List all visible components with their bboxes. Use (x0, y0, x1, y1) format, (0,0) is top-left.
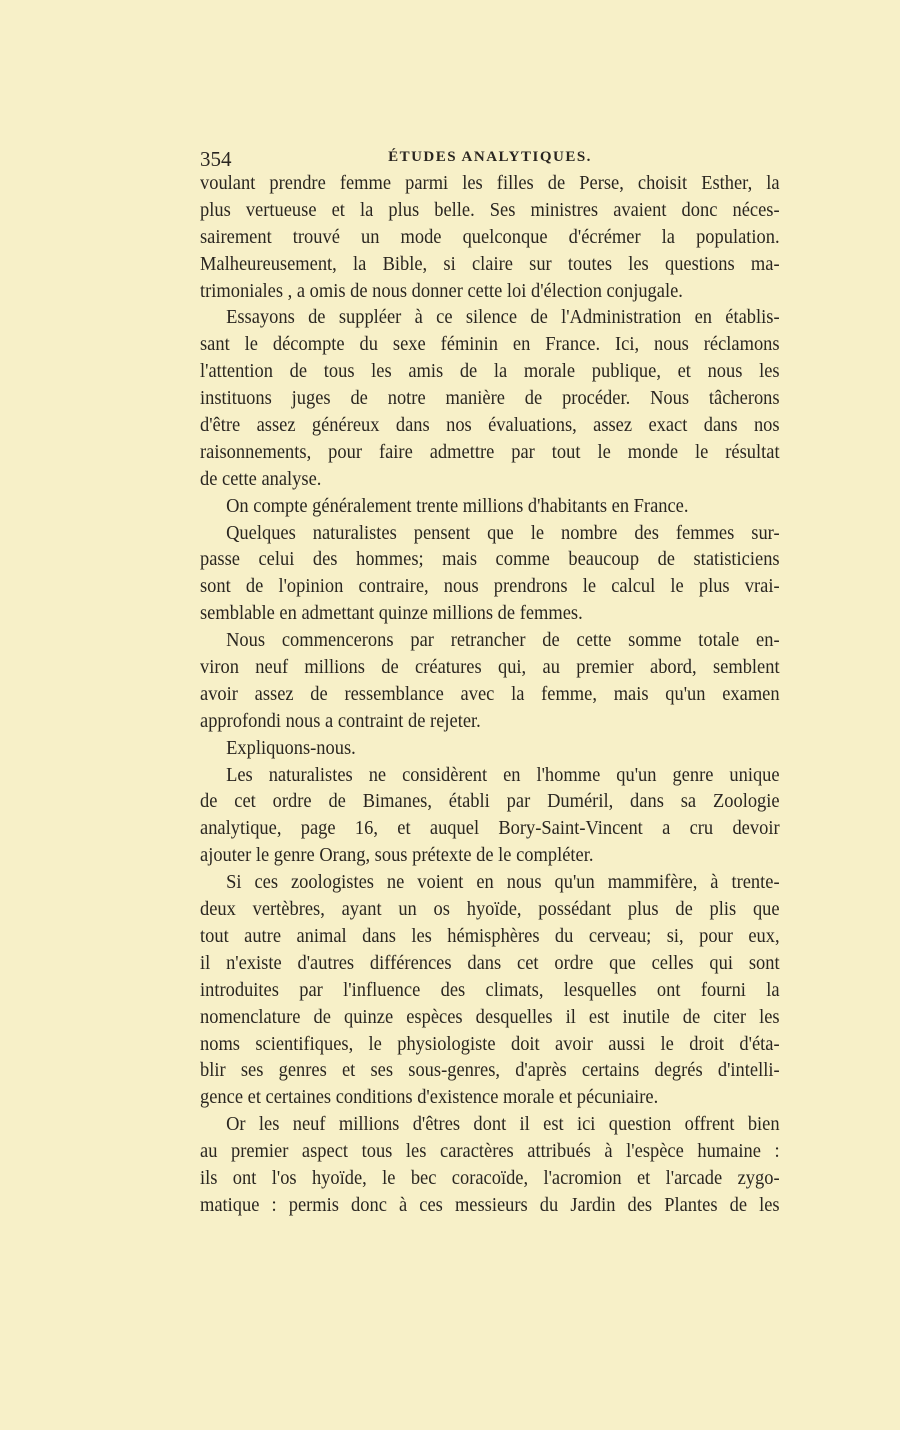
running-title: ÉTUDES ANALYTIQUES. (388, 149, 592, 165)
text-line: approfondi nous a contraint de rejeter. (200, 709, 481, 732)
text-line: avoir assez de ressemblance avec la femme, mais qu'un examen (200, 682, 780, 705)
text-line: nomenclature de quinze espèces desquelles il est inutile de citer les (200, 1005, 780, 1028)
text-line: Si ces zoologistes ne voient en nous qu'un mammifère, à trente- (226, 871, 780, 894)
body-text (200, 170, 780, 1219)
text-line: Malheureusement, la Bible, si claire sur toutes les questions ma- (200, 252, 780, 275)
text-line: Quelques naturalistes pensent que le nombre des femmes sur- (226, 521, 780, 544)
text-line: tout autre animal dans les hémisphères du cerveau; si, pour eux, (200, 924, 780, 947)
text-line: sont de l'opinion contraire, nous prendrons le calcul le plus vrai- (200, 575, 780, 598)
text-line: On compte généralement trente millions d'habitants en France. (226, 494, 689, 517)
text-line: Nous commencerons par retrancher de cette somme totale en- (226, 629, 780, 652)
text-line: de cet ordre de Bimanes, établi par Duméril, dans sa Zoologie (200, 790, 780, 813)
text-line: noms scientifiques, le physiologiste doit avoir aussi le droit d'éta- (200, 1032, 780, 1055)
text-line: sant le décompte du sexe féminin en France. Ici, nous réclamons (200, 333, 780, 356)
text-line: semblable en admettant quinze millions de femmes. (200, 602, 583, 625)
text-line: raisonnements, pour faire admettre par tout le monde le résultat (200, 440, 780, 463)
text-line: trimoniales , a omis de nous donner cette loi d'élection conjugale. (200, 279, 683, 302)
text-line: sairement trouvé un mode quelconque d'écrémer la population. (200, 225, 780, 248)
text-line: au premier aspect tous les caractères attribués à l'espèce humaine : (200, 1140, 780, 1163)
text-line: de cette analyse. (200, 467, 322, 490)
text-line: Les naturalistes ne considèrent en l'homme qu'un genre unique (226, 763, 780, 786)
text-line: passe celui des hommes; mais comme beaucoup de statisticiens (200, 548, 780, 571)
text-line: plus vertueuse et la plus belle. Ses ministres avaient donc néces- (200, 198, 780, 221)
page-number: 354 (200, 147, 232, 171)
text-line: ils ont l'os hyoïde, le bec coracoïde, l'acromion et l'arcade zygo- (200, 1166, 780, 1189)
text-line: gence et certaines conditions d'existence morale et pécuniaire. (200, 1086, 659, 1109)
text-line: matique : permis donc à ces messieurs du Jardin des Plantes de les (200, 1193, 780, 1216)
text-line: l'attention de tous les amis de la morale publique, et nous les (200, 360, 780, 383)
text-line: Essayons de suppléer à ce silence de l'Administration en établis- (226, 306, 780, 329)
text-line: viron neuf millions de créatures qui, au premier abord, semblent (200, 656, 780, 679)
text-line: voulant prendre femme parmi les filles de Perse, choisit Esther, la (200, 172, 780, 194)
text-line: ajouter le genre Orang, sous prétexte de le compléter. (200, 844, 594, 867)
text-line: deux vertèbres, ayant un os hyoïde, possédant plus de plis que (200, 898, 780, 921)
text-line: blir ses genres et ses sous-genres, d'après certains degrés d'intelli- (200, 1059, 780, 1082)
text-line: Expliquons-nous. (226, 736, 356, 759)
text-line: il n'existe d'autres différences dans cet ordre que celles qui sont (200, 951, 780, 974)
text-line: d'être assez généreux dans nos évaluations, assez exact dans nos (200, 414, 780, 437)
text-line: introduites par l'influence des climats, lesquelles ont fourni la (200, 978, 780, 1001)
text-line: Or les neuf millions d'êtres dont il est ici question offrent bien (226, 1113, 780, 1136)
text-line: instituons juges de notre manière de procéder. Nous tâcherons (200, 387, 780, 410)
text-line: analytique, page 16, et auquel Bory-Saint-Vincent a cru devoir (200, 817, 780, 840)
